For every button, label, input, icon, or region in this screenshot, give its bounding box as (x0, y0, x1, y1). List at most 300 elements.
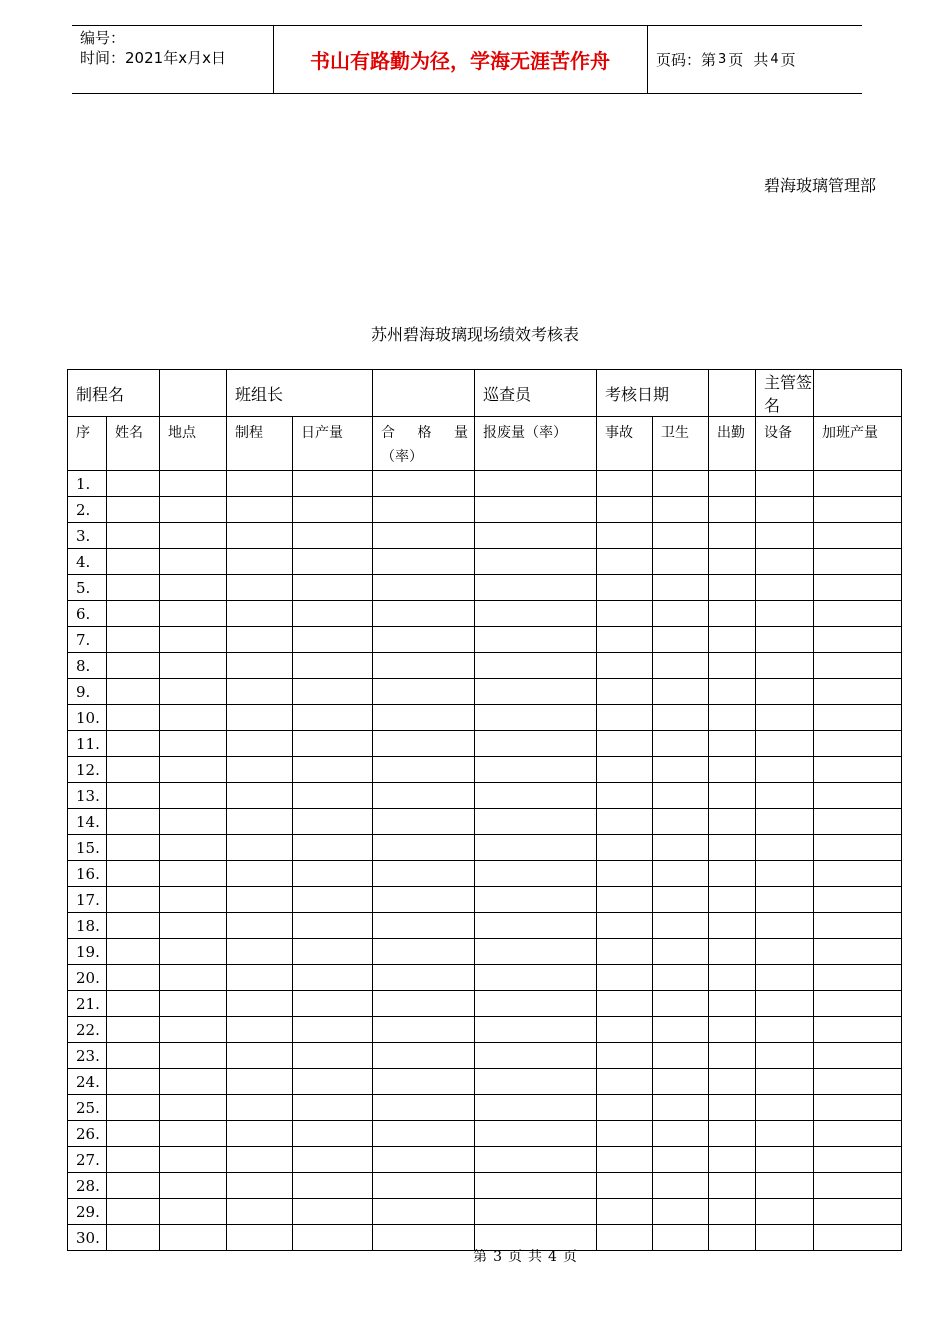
cell-daily-output[interactable] (293, 1069, 373, 1095)
cell-qualified[interactable] (373, 861, 475, 887)
cell-location[interactable] (160, 705, 227, 731)
cell-overtime-output[interactable] (814, 497, 902, 523)
cell-equipment[interactable] (756, 887, 814, 913)
cell-name[interactable] (107, 627, 160, 653)
cell-hygiene[interactable] (653, 1043, 709, 1069)
cell-accident[interactable] (597, 575, 653, 601)
cell-overtime-output[interactable] (814, 1069, 902, 1095)
cell-overtime-output[interactable] (814, 783, 902, 809)
cell-hygiene[interactable] (653, 965, 709, 991)
cell-overtime-output[interactable] (814, 965, 902, 991)
cell-scrap[interactable] (475, 1147, 597, 1173)
cell-name[interactable] (107, 1017, 160, 1043)
cell-overtime-output[interactable] (814, 757, 902, 783)
cell-attendance[interactable] (709, 471, 756, 497)
cell-equipment[interactable] (756, 783, 814, 809)
cell-scrap[interactable] (475, 939, 597, 965)
cell-daily-output[interactable] (293, 1199, 373, 1225)
cell-hygiene[interactable] (653, 861, 709, 887)
cell-qualified[interactable] (373, 939, 475, 965)
cell-qualified[interactable] (373, 705, 475, 731)
cell-equipment[interactable] (756, 523, 814, 549)
cell-overtime-output[interactable] (814, 653, 902, 679)
cell-attendance[interactable] (709, 1017, 756, 1043)
cell-overtime-output[interactable] (814, 939, 902, 965)
cell-name[interactable] (107, 575, 160, 601)
team-leader-field[interactable] (373, 370, 475, 417)
cell-attendance[interactable] (709, 627, 756, 653)
cell-equipment[interactable] (756, 991, 814, 1017)
cell-accident[interactable] (597, 783, 653, 809)
cell-attendance[interactable] (709, 1147, 756, 1173)
cell-name[interactable] (107, 471, 160, 497)
cell-attendance[interactable] (709, 809, 756, 835)
cell-scrap[interactable] (475, 549, 597, 575)
cell-daily-output[interactable] (293, 1147, 373, 1173)
cell-attendance[interactable] (709, 939, 756, 965)
cell-location[interactable] (160, 523, 227, 549)
cell-location[interactable] (160, 679, 227, 705)
cell-accident[interactable] (597, 1173, 653, 1199)
cell-qualified[interactable] (373, 549, 475, 575)
cell-overtime-output[interactable] (814, 1043, 902, 1069)
cell-equipment[interactable] (756, 1173, 814, 1199)
cell-accident[interactable] (597, 887, 653, 913)
cell-hygiene[interactable] (653, 1095, 709, 1121)
cell-hygiene[interactable] (653, 549, 709, 575)
cell-accident[interactable] (597, 549, 653, 575)
cell-hygiene[interactable] (653, 1069, 709, 1095)
cell-process[interactable] (227, 575, 293, 601)
cell-scrap[interactable] (475, 1043, 597, 1069)
cell-qualified[interactable] (373, 497, 475, 523)
cell-attendance[interactable] (709, 783, 756, 809)
cell-name[interactable] (107, 1069, 160, 1095)
cell-hygiene[interactable] (653, 1173, 709, 1199)
cell-daily-output[interactable] (293, 575, 373, 601)
cell-overtime-output[interactable] (814, 679, 902, 705)
cell-location[interactable] (160, 939, 227, 965)
cell-qualified[interactable] (373, 1069, 475, 1095)
cell-daily-output[interactable] (293, 991, 373, 1017)
cell-attendance[interactable] (709, 913, 756, 939)
cell-attendance[interactable] (709, 1043, 756, 1069)
cell-location[interactable] (160, 601, 227, 627)
cell-equipment[interactable] (756, 1199, 814, 1225)
cell-qualified[interactable] (373, 1199, 475, 1225)
cell-attendance[interactable] (709, 731, 756, 757)
cell-daily-output[interactable] (293, 913, 373, 939)
cell-equipment[interactable] (756, 731, 814, 757)
cell-accident[interactable] (597, 913, 653, 939)
cell-hygiene[interactable] (653, 809, 709, 835)
cell-name[interactable] (107, 757, 160, 783)
cell-qualified[interactable] (373, 965, 475, 991)
cell-overtime-output[interactable] (814, 627, 902, 653)
cell-hygiene[interactable] (653, 679, 709, 705)
cell-accident[interactable] (597, 965, 653, 991)
cell-process[interactable] (227, 523, 293, 549)
cell-equipment[interactable] (756, 913, 814, 939)
cell-process[interactable] (227, 809, 293, 835)
cell-scrap[interactable] (475, 575, 597, 601)
cell-name[interactable] (107, 1043, 160, 1069)
cell-overtime-output[interactable] (814, 471, 902, 497)
cell-name[interactable] (107, 887, 160, 913)
cell-process[interactable] (227, 783, 293, 809)
cell-qualified[interactable] (373, 627, 475, 653)
cell-attendance[interactable] (709, 757, 756, 783)
cell-overtime-output[interactable] (814, 861, 902, 887)
cell-attendance[interactable] (709, 497, 756, 523)
cell-scrap[interactable] (475, 965, 597, 991)
cell-daily-output[interactable] (293, 549, 373, 575)
cell-process[interactable] (227, 1043, 293, 1069)
cell-name[interactable] (107, 1173, 160, 1199)
cell-process[interactable] (227, 861, 293, 887)
cell-attendance[interactable] (709, 601, 756, 627)
cell-location[interactable] (160, 497, 227, 523)
cell-accident[interactable] (597, 757, 653, 783)
cell-scrap[interactable] (475, 1017, 597, 1043)
cell-overtime-output[interactable] (814, 1199, 902, 1225)
cell-equipment[interactable] (756, 653, 814, 679)
cell-equipment[interactable] (756, 679, 814, 705)
cell-location[interactable] (160, 861, 227, 887)
cell-accident[interactable] (597, 1043, 653, 1069)
cell-accident[interactable] (597, 523, 653, 549)
cell-equipment[interactable] (756, 965, 814, 991)
cell-name[interactable] (107, 731, 160, 757)
cell-equipment[interactable] (756, 809, 814, 835)
cell-attendance[interactable] (709, 965, 756, 991)
cell-equipment[interactable] (756, 627, 814, 653)
cell-process[interactable] (227, 471, 293, 497)
cell-process[interactable] (227, 601, 293, 627)
cell-daily-output[interactable] (293, 471, 373, 497)
cell-hygiene[interactable] (653, 1121, 709, 1147)
cell-daily-output[interactable] (293, 731, 373, 757)
cell-daily-output[interactable] (293, 679, 373, 705)
cell-hygiene[interactable] (653, 601, 709, 627)
cell-hygiene[interactable] (653, 497, 709, 523)
cell-accident[interactable] (597, 1199, 653, 1225)
cell-hygiene[interactable] (653, 939, 709, 965)
cell-daily-output[interactable] (293, 601, 373, 627)
cell-daily-output[interactable] (293, 523, 373, 549)
cell-location[interactable] (160, 1043, 227, 1069)
cell-qualified[interactable] (373, 679, 475, 705)
cell-name[interactable] (107, 965, 160, 991)
cell-accident[interactable] (597, 861, 653, 887)
cell-accident[interactable] (597, 1017, 653, 1043)
cell-name[interactable] (107, 809, 160, 835)
cell-name[interactable] (107, 783, 160, 809)
cell-qualified[interactable] (373, 809, 475, 835)
cell-name[interactable] (107, 601, 160, 627)
cell-accident[interactable] (597, 731, 653, 757)
cell-equipment[interactable] (756, 471, 814, 497)
cell-equipment[interactable] (756, 705, 814, 731)
cell-daily-output[interactable] (293, 627, 373, 653)
cell-name[interactable] (107, 653, 160, 679)
cell-attendance[interactable] (709, 887, 756, 913)
cell-attendance[interactable] (709, 1199, 756, 1225)
cell-daily-output[interactable] (293, 965, 373, 991)
cell-qualified[interactable] (373, 1147, 475, 1173)
cell-overtime-output[interactable] (814, 913, 902, 939)
cell-equipment[interactable] (756, 1069, 814, 1095)
cell-daily-output[interactable] (293, 1095, 373, 1121)
cell-scrap[interactable] (475, 913, 597, 939)
cell-name[interactable] (107, 1147, 160, 1173)
cell-scrap[interactable] (475, 705, 597, 731)
cell-hygiene[interactable] (653, 887, 709, 913)
cell-name[interactable] (107, 1095, 160, 1121)
cell-attendance[interactable] (709, 991, 756, 1017)
cell-hygiene[interactable] (653, 653, 709, 679)
cell-name[interactable] (107, 523, 160, 549)
cell-location[interactable] (160, 1147, 227, 1173)
cell-hygiene[interactable] (653, 1017, 709, 1043)
cell-overtime-output[interactable] (814, 601, 902, 627)
cell-daily-output[interactable] (293, 835, 373, 861)
cell-process[interactable] (227, 1121, 293, 1147)
cell-hygiene[interactable] (653, 575, 709, 601)
cell-accident[interactable] (597, 471, 653, 497)
cell-name[interactable] (107, 679, 160, 705)
cell-overtime-output[interactable] (814, 835, 902, 861)
cell-hygiene[interactable] (653, 913, 709, 939)
cell-location[interactable] (160, 1199, 227, 1225)
cell-daily-output[interactable] (293, 1173, 373, 1199)
cell-scrap[interactable] (475, 523, 597, 549)
cell-attendance[interactable] (709, 679, 756, 705)
cell-qualified[interactable] (373, 1043, 475, 1069)
cell-attendance[interactable] (709, 653, 756, 679)
cell-hygiene[interactable] (653, 835, 709, 861)
cell-attendance[interactable] (709, 523, 756, 549)
cell-scrap[interactable] (475, 809, 597, 835)
cell-equipment[interactable] (756, 757, 814, 783)
cell-overtime-output[interactable] (814, 887, 902, 913)
cell-name[interactable] (107, 549, 160, 575)
cell-scrap[interactable] (475, 679, 597, 705)
cell-scrap[interactable] (475, 471, 597, 497)
cell-qualified[interactable] (373, 783, 475, 809)
cell-overtime-output[interactable] (814, 705, 902, 731)
cell-overtime-output[interactable] (814, 1147, 902, 1173)
cell-scrap[interactable] (475, 1173, 597, 1199)
cell-hygiene[interactable] (653, 731, 709, 757)
cell-accident[interactable] (597, 835, 653, 861)
cell-overtime-output[interactable] (814, 575, 902, 601)
cell-qualified[interactable] (373, 601, 475, 627)
cell-process[interactable] (227, 1069, 293, 1095)
cell-location[interactable] (160, 887, 227, 913)
cell-process[interactable] (227, 991, 293, 1017)
cell-scrap[interactable] (475, 861, 597, 887)
cell-attendance[interactable] (709, 861, 756, 887)
cell-attendance[interactable] (709, 1095, 756, 1121)
cell-process[interactable] (227, 1199, 293, 1225)
cell-attendance[interactable] (709, 575, 756, 601)
cell-daily-output[interactable] (293, 1043, 373, 1069)
cell-process[interactable] (227, 679, 293, 705)
cell-process[interactable] (227, 653, 293, 679)
cell-hygiene[interactable] (653, 783, 709, 809)
cell-overtime-output[interactable] (814, 1121, 902, 1147)
cell-equipment[interactable] (756, 549, 814, 575)
cell-scrap[interactable] (475, 1095, 597, 1121)
cell-equipment[interactable] (756, 835, 814, 861)
cell-qualified[interactable] (373, 757, 475, 783)
cell-qualified[interactable] (373, 1173, 475, 1199)
cell-daily-output[interactable] (293, 783, 373, 809)
cell-hygiene[interactable] (653, 627, 709, 653)
cell-accident[interactable] (597, 1069, 653, 1095)
cell-scrap[interactable] (475, 991, 597, 1017)
cell-accident[interactable] (597, 1121, 653, 1147)
cell-location[interactable] (160, 653, 227, 679)
cell-location[interactable] (160, 1017, 227, 1043)
cell-location[interactable] (160, 1121, 227, 1147)
cell-name[interactable] (107, 913, 160, 939)
cell-hygiene[interactable] (653, 523, 709, 549)
cell-name[interactable] (107, 939, 160, 965)
cell-process[interactable] (227, 1173, 293, 1199)
cell-location[interactable] (160, 1173, 227, 1199)
cell-scrap[interactable] (475, 1121, 597, 1147)
cell-qualified[interactable] (373, 887, 475, 913)
cell-process[interactable] (227, 497, 293, 523)
cell-location[interactable] (160, 809, 227, 835)
cell-daily-output[interactable] (293, 497, 373, 523)
cell-equipment[interactable] (756, 939, 814, 965)
cell-process[interactable] (227, 627, 293, 653)
cell-accident[interactable] (597, 653, 653, 679)
cell-hygiene[interactable] (653, 991, 709, 1017)
process-name-field[interactable] (160, 370, 227, 417)
cell-qualified[interactable] (373, 1017, 475, 1043)
cell-accident[interactable] (597, 1095, 653, 1121)
cell-location[interactable] (160, 549, 227, 575)
cell-attendance[interactable] (709, 835, 756, 861)
cell-equipment[interactable] (756, 601, 814, 627)
cell-accident[interactable] (597, 705, 653, 731)
cell-attendance[interactable] (709, 1173, 756, 1199)
cell-hygiene[interactable] (653, 757, 709, 783)
cell-name[interactable] (107, 1199, 160, 1225)
cell-scrap[interactable] (475, 887, 597, 913)
cell-hygiene[interactable] (653, 1199, 709, 1225)
cell-scrap[interactable] (475, 497, 597, 523)
cell-daily-output[interactable] (293, 757, 373, 783)
cell-attendance[interactable] (709, 1069, 756, 1095)
cell-daily-output[interactable] (293, 939, 373, 965)
cell-location[interactable] (160, 965, 227, 991)
cell-scrap[interactable] (475, 1069, 597, 1095)
cell-process[interactable] (227, 1095, 293, 1121)
cell-qualified[interactable] (373, 731, 475, 757)
cell-process[interactable] (227, 939, 293, 965)
cell-location[interactable] (160, 913, 227, 939)
cell-scrap[interactable] (475, 653, 597, 679)
cell-equipment[interactable] (756, 861, 814, 887)
cell-hygiene[interactable] (653, 471, 709, 497)
cell-attendance[interactable] (709, 549, 756, 575)
cell-accident[interactable] (597, 497, 653, 523)
cell-process[interactable] (227, 705, 293, 731)
cell-hygiene[interactable] (653, 705, 709, 731)
cell-accident[interactable] (597, 1147, 653, 1173)
cell-process[interactable] (227, 913, 293, 939)
cell-daily-output[interactable] (293, 705, 373, 731)
cell-process[interactable] (227, 887, 293, 913)
cell-qualified[interactable] (373, 1121, 475, 1147)
cell-location[interactable] (160, 991, 227, 1017)
cell-overtime-output[interactable] (814, 1095, 902, 1121)
cell-location[interactable] (160, 835, 227, 861)
cell-location[interactable] (160, 783, 227, 809)
cell-accident[interactable] (597, 991, 653, 1017)
cell-location[interactable] (160, 471, 227, 497)
cell-equipment[interactable] (756, 497, 814, 523)
cell-name[interactable] (107, 991, 160, 1017)
cell-qualified[interactable] (373, 1095, 475, 1121)
cell-overtime-output[interactable] (814, 523, 902, 549)
cell-equipment[interactable] (756, 1095, 814, 1121)
cell-daily-output[interactable] (293, 861, 373, 887)
cell-qualified[interactable] (373, 991, 475, 1017)
cell-scrap[interactable] (475, 783, 597, 809)
cell-equipment[interactable] (756, 1043, 814, 1069)
cell-scrap[interactable] (475, 757, 597, 783)
cell-attendance[interactable] (709, 705, 756, 731)
cell-hygiene[interactable] (653, 1147, 709, 1173)
cell-name[interactable] (107, 861, 160, 887)
cell-daily-output[interactable] (293, 1017, 373, 1043)
cell-name[interactable] (107, 705, 160, 731)
cell-equipment[interactable] (756, 1121, 814, 1147)
cell-accident[interactable] (597, 627, 653, 653)
cell-accident[interactable] (597, 679, 653, 705)
cell-accident[interactable] (597, 939, 653, 965)
cell-location[interactable] (160, 575, 227, 601)
cell-process[interactable] (227, 1147, 293, 1173)
cell-location[interactable] (160, 627, 227, 653)
cell-overtime-output[interactable] (814, 991, 902, 1017)
cell-process[interactable] (227, 965, 293, 991)
cell-scrap[interactable] (475, 601, 597, 627)
cell-process[interactable] (227, 549, 293, 575)
cell-name[interactable] (107, 1121, 160, 1147)
cell-daily-output[interactable] (293, 887, 373, 913)
cell-attendance[interactable] (709, 1121, 756, 1147)
cell-daily-output[interactable] (293, 809, 373, 835)
cell-scrap[interactable] (475, 731, 597, 757)
cell-equipment[interactable] (756, 1147, 814, 1173)
cell-equipment[interactable] (756, 1017, 814, 1043)
cell-process[interactable] (227, 757, 293, 783)
cell-overtime-output[interactable] (814, 1017, 902, 1043)
cell-scrap[interactable] (475, 627, 597, 653)
cell-location[interactable] (160, 1069, 227, 1095)
cell-qualified[interactable] (373, 835, 475, 861)
assessment-date-field[interactable] (709, 370, 756, 417)
cell-daily-output[interactable] (293, 1121, 373, 1147)
cell-process[interactable] (227, 731, 293, 757)
